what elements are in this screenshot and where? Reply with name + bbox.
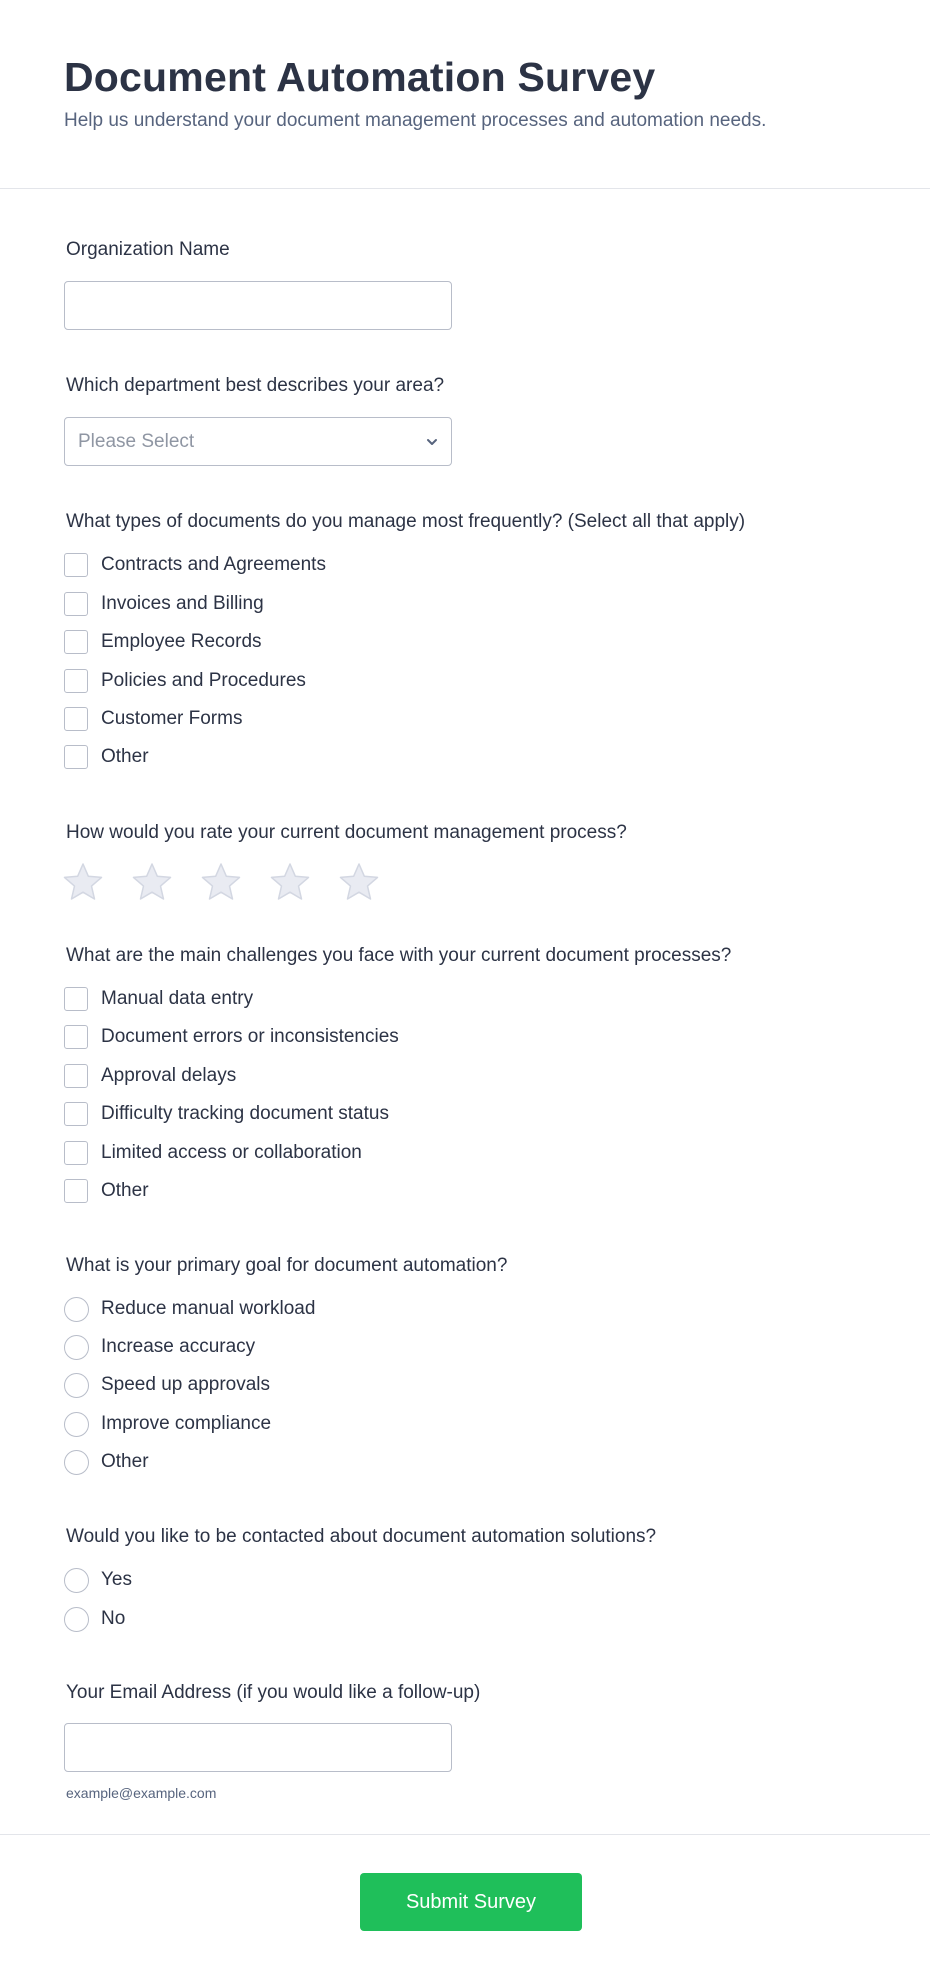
option-label: Yes [101,1569,132,1590]
submit-button[interactable]: Submit Survey [360,1873,582,1931]
option-label: Improve compliance [101,1413,272,1434]
option-label: Reduce manual workload [101,1298,316,1319]
radio-button[interactable] [64,1450,89,1475]
goal-option[interactable] [64,1334,764,1360]
email-field[interactable] [64,1723,452,1772]
doc-type-option[interactable] [64,591,764,617]
checkbox[interactable] [64,1141,88,1165]
radio-button[interactable] [64,1297,89,1322]
checkbox[interactable] [64,592,88,616]
star-rating[interactable] [62,861,402,903]
doc-type-option[interactable] [64,668,764,694]
challenge-option[interactable] [64,1063,764,1089]
checkbox[interactable] [64,1179,88,1203]
doc-type-option[interactable] [64,552,764,578]
checkbox[interactable] [64,553,88,577]
challenge-option[interactable] [64,986,764,1012]
checkbox[interactable] [64,745,88,769]
radio-button[interactable] [64,1607,89,1632]
radio-button[interactable] [64,1568,89,1593]
option-label: Policies and Procedures [101,670,306,691]
challenges-label: What are the main challenges you face with your current document processes? [66,945,732,966]
option-label: Invoices and Billing [101,593,264,614]
org-name-label: Organization Name [66,239,230,260]
star-icon[interactable] [269,861,311,903]
department-label: Which department best describes your area? [66,375,445,396]
contact-option-yes[interactable] [64,1567,764,1593]
option-label: Other [101,1180,149,1201]
option-label: Increase accuracy [101,1336,256,1357]
option-label: Difficulty tracking document status [101,1103,389,1124]
star-icon[interactable] [200,861,242,903]
radio-button[interactable] [64,1373,89,1398]
checkbox[interactable] [64,1064,88,1088]
contact-label: Would you like to be contacted about document automation solutions? [66,1526,657,1547]
form-header [0,0,930,189]
option-label: Approval delays [101,1065,237,1086]
email-helper-text: example@example.com [66,1785,217,1801]
checkbox[interactable] [64,630,88,654]
checkbox[interactable] [64,669,88,693]
star-icon[interactable] [338,861,380,903]
rating-label: How would you rate your current document management process? [66,822,627,843]
star-icon[interactable] [131,861,173,903]
checkbox[interactable] [64,707,88,731]
goal-option[interactable] [64,1449,764,1475]
challenge-option[interactable] [64,1178,764,1204]
option-label: Employee Records [101,631,262,652]
doc-type-option[interactable] [64,629,764,655]
goal-option[interactable] [64,1411,764,1437]
doc-types-label: What types of documents do you manage most frequently? (Select all that apply) [66,511,746,532]
page-title: Document Automation Survey [64,54,656,100]
option-label: Other [101,1451,149,1472]
email-label: Your Email Address (if you would like a follow-up) [66,1682,481,1703]
chevron-down-icon [425,435,439,449]
org-name-input[interactable] [64,281,452,330]
doc-type-option[interactable] [64,706,764,732]
option-label: Document errors or inconsistencies [101,1026,399,1047]
department-select[interactable] [64,417,452,466]
option-label: Customer Forms [101,708,243,729]
option-label: Contracts and Agreements [101,554,326,575]
goal-option[interactable] [64,1296,764,1322]
option-label: Manual data entry [101,988,254,1009]
department-select-placeholder: Please Select [78,431,195,452]
footer-divider [0,1834,930,1835]
option-label: Other [101,746,149,767]
doc-type-option[interactable] [64,744,764,770]
star-icon[interactable] [62,861,104,903]
checkbox[interactable] [64,987,88,1011]
challenge-option[interactable] [64,1101,764,1127]
checkbox[interactable] [64,1025,88,1049]
page-subtitle: Help us understand your document management processes and automation needs. [64,110,767,131]
radio-button[interactable] [64,1335,89,1360]
radio-button[interactable] [64,1412,89,1437]
contact-option-no[interactable] [64,1606,764,1632]
challenge-option[interactable] [64,1140,764,1166]
challenge-option[interactable] [64,1024,764,1050]
goal-option[interactable] [64,1372,764,1398]
goal-label: What is your primary goal for document automation? [66,1255,508,1276]
option-label: Limited access or collaboration [101,1142,362,1163]
checkbox[interactable] [64,1102,88,1126]
option-label: Speed up approvals [101,1374,271,1395]
option-label: No [101,1608,126,1629]
